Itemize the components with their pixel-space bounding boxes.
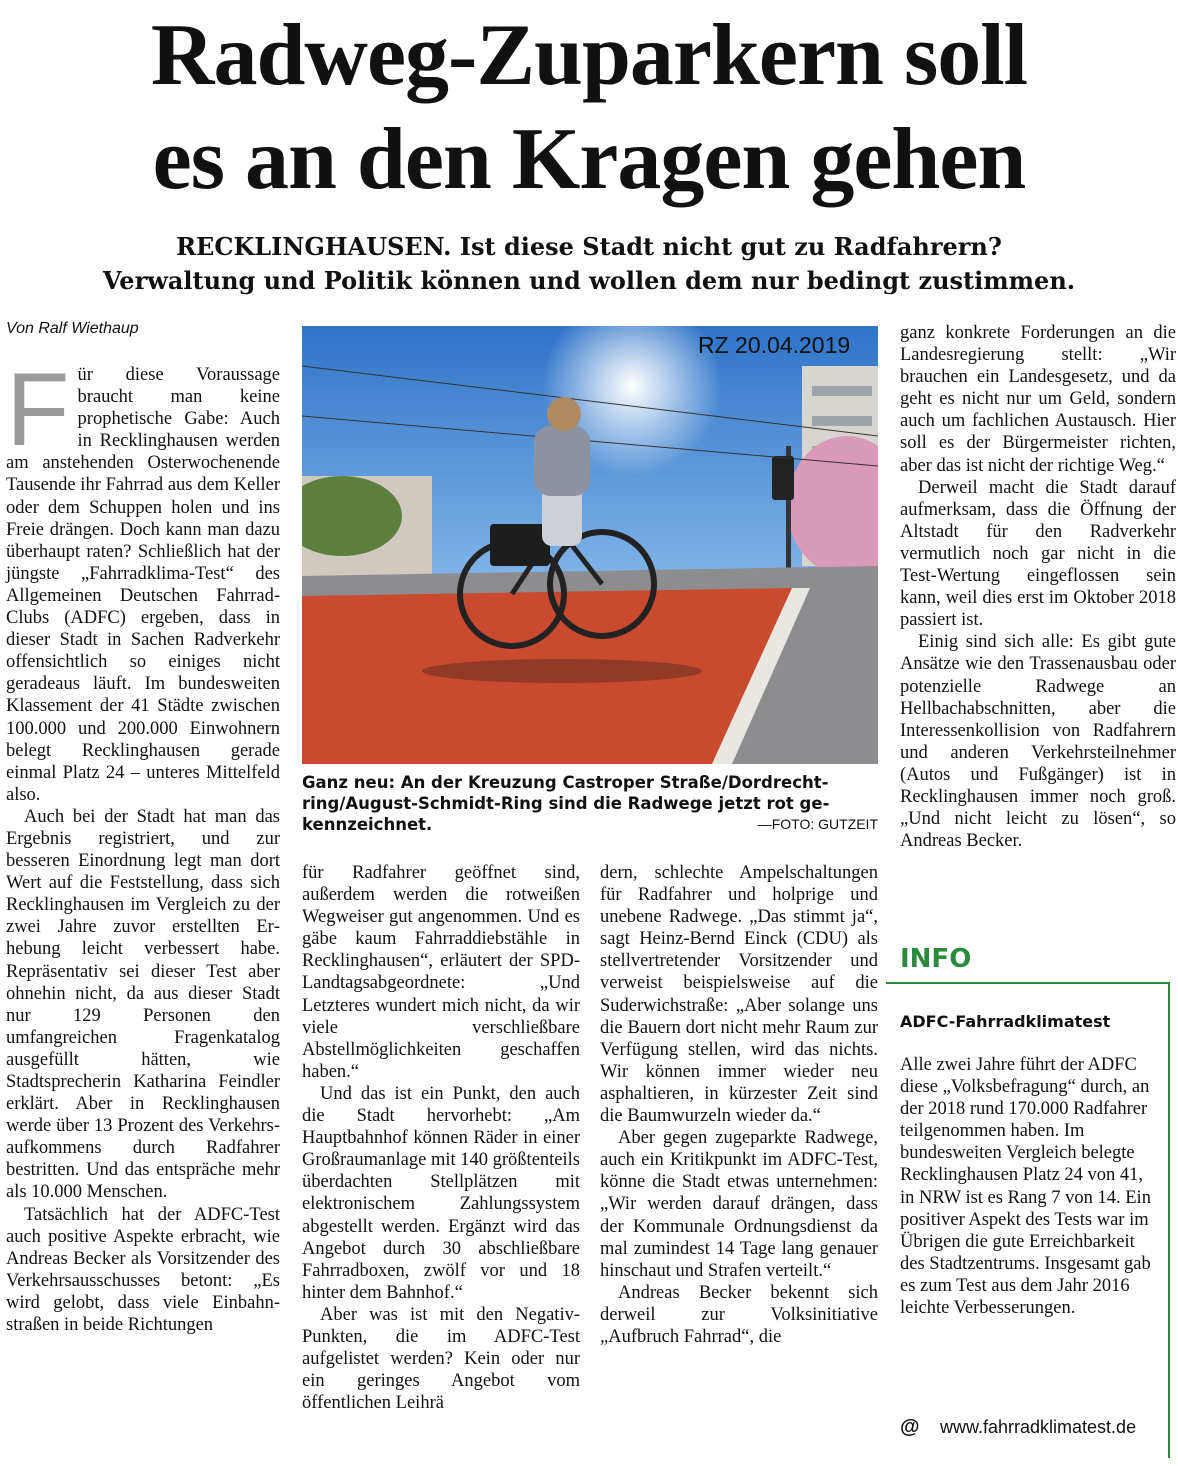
paragraph: Auch bei der Stadt hat man das Ergebnis registriert, und zur besseren Einordnung legt man dort Wert auf die Feststellung, dass sich Recklinghausen im Vergleich zu der zwei Jahre zuvor erstellten Erhebung leicht verbessert habe. Repräsentativ sei dieser Test aber ohnehin nicht, da aus dieser Stadt nur 129 Personen den umfangreichen Fragenkatalog ausgefüllt hätten, wie Stadtsprecherin Katharina Feindler erklärt. Aber in Recklinghausen werde über 13 Prozent des Verkehrsaufkommens durch Radfahrer bestritten. Und das entspräche mehr als 10.000 Menschen. <box>6 806 280 1203</box>
paragraph <box>6 352 280 806</box>
photo-caption <box>302 772 878 835</box>
headline-line-1: Radweg-Zuparkern soll <box>150 7 1028 104</box>
article-column-4 <box>900 322 1176 852</box>
headline <box>0 4 1178 212</box>
paragraph: dern, schlechte Ampelschaltungen für Radfahrer und holprige und unebene Radwege. „Das stimmt ja“, sagt Heinz-Bernd Einck (CDU) als stellvertretender Vorsitzender und verweist beispielsweise auf die Suderwichstraße: „Aber solange uns die Bauern dort nicht mehr Raum zur Verfügung stellen, wird das nichts. Wir können immer wieder neu asphaltieren, in kürzester Zeit sind die Baumwurzeln wieder da.“ <box>600 863 878 1127</box>
info-label: INFO <box>900 944 972 974</box>
deck-line-1: RECKLINGHAUSEN. Ist diese Stadt nicht gut zu Radfahrern? <box>176 232 1002 261</box>
article-column-1 <box>6 352 280 1336</box>
date-stamp: RZ 20.04.2019 <box>698 332 851 358</box>
paragraph: Andreas Becker bekennt sich derweil zur Volksinitiative „Aufbruch Fahrrad“, die <box>600 1282 878 1347</box>
paragraph: Derweil macht die Stadt darauf aufmerksam, dass die Öffnung der Altstadt für den Radverkehr vermutlich noch gar nicht in die Test-Wertung eingeflossen sein kann, weil dies erst im Oktober 2018 passiert ist. <box>900 477 1176 631</box>
info-heading: ADFC-Fahrradklimatest <box>900 1012 1111 1031</box>
article-photo <box>302 326 878 764</box>
byline: Von Ralf Wiethaup <box>6 320 139 337</box>
headline-line-2: es an den Kragen gehen <box>152 111 1026 208</box>
rider-head <box>547 397 581 431</box>
article-column-2 <box>302 862 580 1414</box>
paragraph: Aber gegen zugeparkte Radwege, auch ein Kritikpunkt im ADFC-Test, könne die Stadt etwas unternehmen: „Wir werden darauf drängen, dass der Kommunale Ordnungsdienst da mal zumindest 14 Tage lang genauer hinschaut und Strafen verteilt.“ <box>600 1128 878 1281</box>
paragraph: Aber was ist mit den Negativ-Punkten, die im ADFC-Test aufgelistet werden? Kein oder nur ein geringes Angebot vom öffentlichen Leihrä <box>302 1304 580 1414</box>
article-column-3 <box>600 862 878 1348</box>
paragraph: Und das ist ein Punkt, den auch die Stadt hervorhebt: „Am Hauptbahnhof können Räder in einer Großraumanlage mit 140 größtenteils überdachten Stellplätzen mit elektronischem Zahlungssystem abgestellt werden. Ergänzt wird das Angebot durch 30 abschließbare Fahrradboxen, zwölf vor und 18 hinter dem Bahnhof.“ <box>302 1083 580 1303</box>
caption-text: Ganz neu: An der Kreuzung Castroper Straße/Dordrechtring/August-Schmidt-Ring sind die Radwege jetzt rot gekennzeichnet. <box>302 773 830 834</box>
bike-shadow <box>422 659 702 683</box>
at-icon: @ <box>900 1416 920 1438</box>
photo-credit: —FOTO: GUTZEIT <box>757 816 878 832</box>
paragraph: ganz konkrete Forderungen an die Landesregierung stellt: „Wir brauchen ein Landesgesetz, und da geht es nicht nur um Geld, sondern auch um fachlichen Austausch. Hier soll es der Bürgermeister richten, aber das ist nicht der richtige Weg.“ <box>900 323 1176 476</box>
info-url[interactable]: www.fahrradklimatest.de <box>940 1417 1137 1437</box>
cyclist-photo-illustration <box>302 326 878 764</box>
rider-jacket <box>534 426 590 496</box>
dropcap: F <box>6 352 70 468</box>
paragraph: Tatsächlich hat der ADFC-Test auch positive Aspekte erbracht, wie Andreas Becker als Vorsitzender des Verkehrsausschusses betont: „Es wird gelobt, dass viele Einbahnstraßen in beide Richtungen <box>6 1204 280 1336</box>
paragraph: Einig sind sich alle: Es gibt gute Ansätze wie den Trassenausbau oder potenzielle Radwege an Hellbachabschnitten, aber die Interessenkollision von Radfahrern und anderen Verkehrsteilnehmer (Autos und Fußgänger) ist in Recklinghausen immer noch groß. „Und nicht leicht zu lösen“, so Andreas Becker. <box>900 632 1176 852</box>
deck-line-2: Verwaltung und Politik können und wollen dem nur bedingt zustimmen. <box>102 266 1076 295</box>
traffic-light <box>772 456 794 500</box>
pannier-bag <box>490 524 550 566</box>
info-text: Alle zwei Jahre führt der ADFC diese „Volksbefragung“ durch, an der 2018 rund 170.000 Radfahrer teilgenommen haben. Im bundesweiten Vergleich belegte Recklinghausen Platz 24 von 41, in NRW ist es Rang 7 von 14. Ein positiver Aspekt des Tests war im Übrigen die gute Erreichbarkeit des Stadtzentrums. Insgesamt gab es zum Test aus dem Jahr 2016 leichte Verbesserungen. <box>900 1055 1151 1319</box>
paragraph-text: ür diese Voraussage braucht man keine prophetische Gabe: Auch in Recklinghausen werden am anstehenden Osterwochenende Tausende ihr Fahrrad aus dem Keller oder dem Schuppen holen und ins Freie drängen. Doch kann man dazu überhaupt raten? Schließlich hat der jüngste „Fahrradklima-Test“ des Allgemeinen Deutschen Fahrrad-Clubs (ADFC) ergeben, dass in dieser Stadt in Sachen Radverkehr offensichtlich so einiges nicht geradeaus läuft. Im bundesweiten Klassement der 41 Städte zwischen 100.000 und 200.000 Einwohnern belegt Recklinghausen gerade einmal Platz 24 – unteres Mittelfeld also. <box>6 365 280 805</box>
deck <box>0 230 1178 298</box>
paragraph: für Radfahrer geöffnet sind, außerdem werden die rotweißen Wegweiser gut angenommen. Und es gäbe kaum Fahrraddiebstähle in Recklinghausen“, erläutert der SPD-Landtagsabgeordnete: „Und Letzteres wundert mich nicht, da wir viele verschließbare Abstellmöglichkeiten geschaffen haben.“ <box>302 863 580 1082</box>
